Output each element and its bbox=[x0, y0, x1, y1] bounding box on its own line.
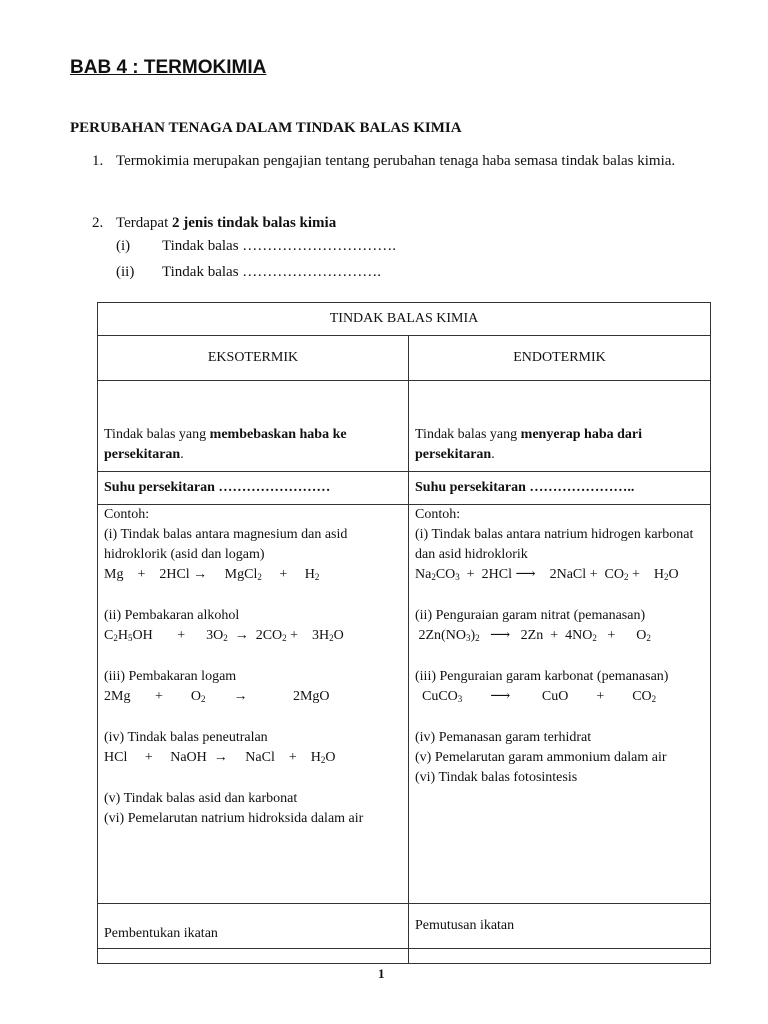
equation: $C_2H_5OH$ + $3O_2 \to 2CO_2$ + $3H_2O$ bbox=[104, 628, 344, 643]
point-1 bbox=[0, 151, 768, 195]
exothermic-heading: EKSOTERMIK bbox=[98, 336, 409, 381]
endothermic-temperature: Suhu persekitaran ………………….. bbox=[409, 472, 711, 505]
endothermic-examples: Contoh: (i) Tindak balas antara natrium hidrogen karbonat dan asid hidroklorik $Na_2CO_3 + 2HCl$ ⟶ 2NaCl + $CO_2$ + $H_2O$ (ii) Penguraian garam nitrat (pemanasan) $2Zn(NO_3)_2$ ⟶ $2Zn + 4NO_2$ + $O_2$ (iii) Penguraian garam karbonat (pemanasan) CuCO$_3$ ⟶ CuO + $CO_2$ (iv) Pemanasan garam terhidrat (v) Pemelarutan garam ammonium dalam air (vi) Tindak balas fotosintesis bbox=[409, 505, 711, 904]
point-2-text: Terdapat 2 jenis tindak balas kimia bbox=[116, 215, 337, 231]
point-2 bbox=[0, 213, 768, 234]
exothermic-bond: Pembentukan ikatan bbox=[98, 904, 409, 949]
endothermic-bond: Pemutusan ikatan bbox=[409, 904, 711, 949]
point-2-item-1: (i) Tindak balas …………………………. bbox=[116, 238, 397, 254]
page-number: 1 bbox=[378, 966, 385, 981]
blank-cell bbox=[409, 949, 711, 964]
blank-cell bbox=[98, 949, 409, 964]
table-title: TINDAK BALAS KIMIA bbox=[98, 303, 711, 336]
equation: Mg + 2HCl → MgCl$_2$ + $H_2$ bbox=[104, 567, 320, 582]
equation: $Na_2CO_3 + 2HCl$ ⟶ 2NaCl + $CO_2$ + $H_2O$ bbox=[415, 567, 679, 582]
equation: 2Mg + $O_2$ → 2MgO bbox=[104, 689, 330, 704]
equation: HCl + NaOH → NaCl + $H_2O$ bbox=[104, 750, 336, 765]
exothermic-examples: Contoh: (i) Tindak balas antara magnesium dan asid hidroklorik (asid dan logam) Mg + 2HCl → MgCl$_2$ + $H_2$ (ii) Pembakaran alkohol $C_2H_5OH$ + $3O_2 \to 2CO_2$ + $3H_2O$ (iii) Pembakaran logam 2Mg + $O_2$ → 2MgO (iv) Tindak balas peneutralan HCl + NaOH → NaCl + $H_2O$ (v) Tindak balas asid dan karbonat (vi) Pemelarutan natrium hidroksida dalam air bbox=[98, 505, 409, 904]
page-title: BAB 4 : TERMOKIMIA bbox=[70, 57, 267, 78]
point-2-number: 2. bbox=[92, 215, 104, 231]
point-1-text: Termokimia merupakan pengajian tentang perubahan tenaga haba semasa tindak balas kimia. bbox=[116, 153, 676, 169]
point-2-item-2: (ii) Tindak balas ………………………. bbox=[116, 264, 382, 280]
endothermic-description: Tindak balas yang menyerap haba dari persekitaran. bbox=[409, 381, 711, 472]
equation: $2Zn(NO_3)_2$ ⟶ $2Zn + 4NO_2$ + $O_2$ bbox=[415, 628, 651, 643]
exothermic-temperature: Suhu persekitaran …………………… bbox=[98, 472, 409, 505]
endothermic-heading: ENDOTERMIK bbox=[409, 336, 711, 381]
section-heading: PERUBAHAN TENAGA DALAM TINDAK BALAS KIMIA bbox=[70, 120, 462, 136]
exothermic-description: Tindak balas yang membebaskan haba ke persekitaran. bbox=[98, 381, 409, 472]
reaction-table bbox=[97, 302, 711, 964]
equation: CuCO$_3$ ⟶ CuO + $CO_2$ bbox=[415, 689, 657, 704]
point-1-number: 1. bbox=[92, 153, 104, 169]
